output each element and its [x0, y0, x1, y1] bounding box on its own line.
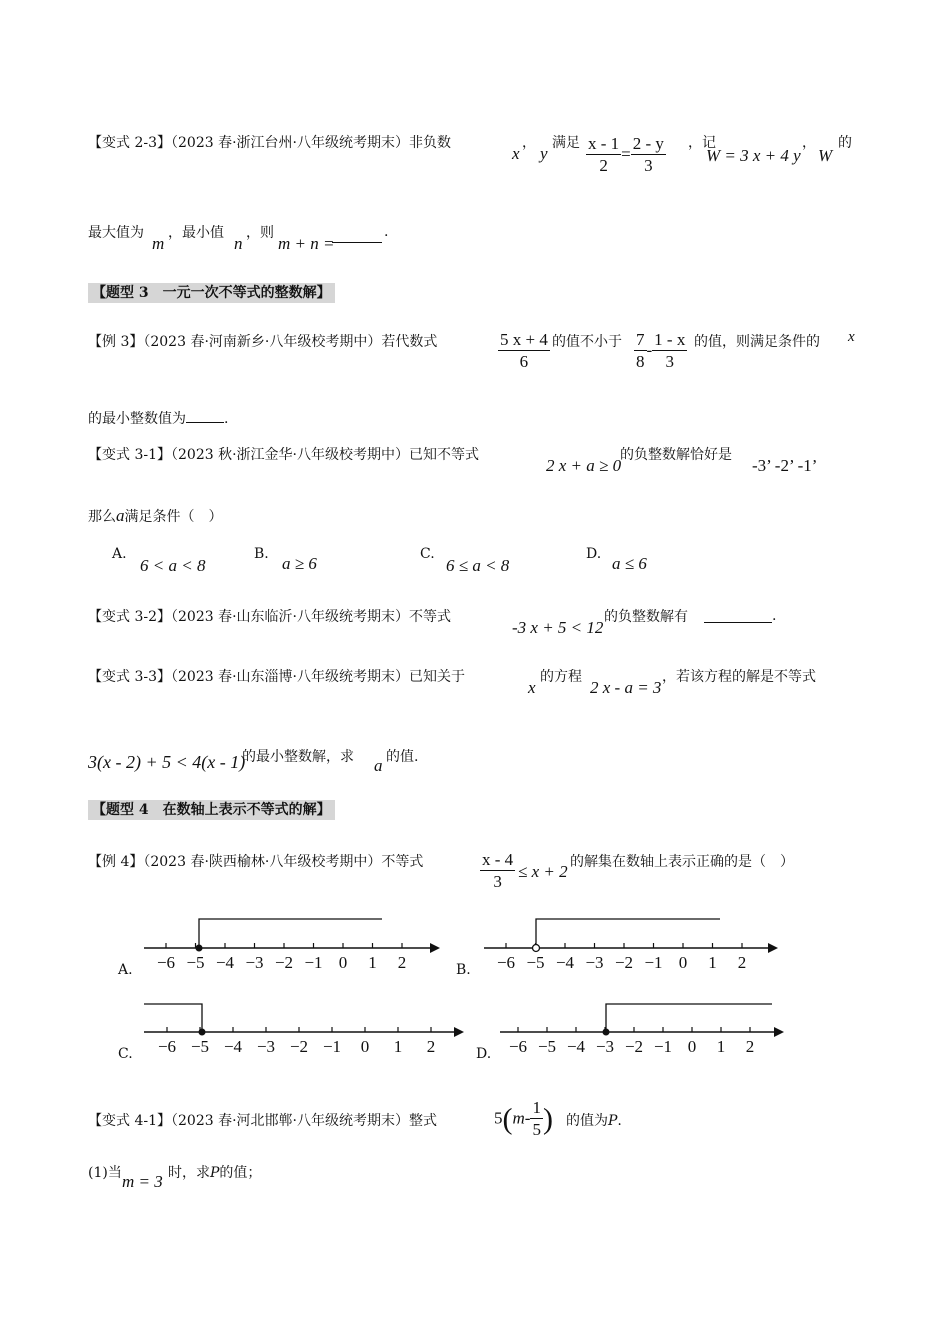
arrow-icon: [768, 943, 778, 953]
variant-3-3: [88, 666, 465, 686]
variant-3-1-line2: [88, 506, 223, 526]
tick-label: −2: [624, 1037, 644, 1056]
text: 的解集在数轴上表示正确的是（ ）: [570, 854, 794, 870]
problem-tag: 【变式 3-1】: [88, 447, 171, 463]
denominator: 8: [636, 352, 645, 371]
example-3-line2: [88, 408, 228, 428]
tick-label: 0: [687, 1037, 697, 1056]
text: 的值.: [386, 749, 419, 765]
answer-blank[interactable]: [332, 228, 382, 243]
coefficient: 5: [494, 1108, 503, 1128]
tick-label: −4: [555, 953, 575, 972]
math-var: m: [512, 1108, 525, 1128]
tick-label: −6: [157, 1037, 177, 1056]
variant-4-1: [88, 1110, 437, 1130]
solid-endpoint: [196, 945, 203, 952]
denominator: 2: [599, 156, 608, 175]
tick-label: −4: [215, 953, 235, 972]
example-3: [88, 331, 437, 351]
text: 整式: [408, 1113, 437, 1129]
variant-2-3-line2: [88, 222, 144, 242]
fraction: [480, 850, 515, 893]
option-label: B.: [254, 546, 269, 562]
text: 时，求: [168, 1165, 210, 1181]
tick-label: 2: [745, 1037, 755, 1056]
math-expr: ≤ x + 2: [518, 862, 568, 881]
variant-3-2: [88, 606, 451, 626]
fraction: [631, 134, 666, 177]
problem-tag: 【变式 4-1】: [88, 1113, 171, 1129]
problem-tag: 【变式 3-3】: [88, 669, 171, 685]
text: 最大值为: [88, 225, 144, 241]
math-var: P: [608, 1113, 618, 1129]
text: 满足条件（ ）: [124, 509, 223, 525]
solution-bracket: [144, 1004, 202, 1032]
tick-label: −3: [256, 1037, 276, 1056]
solid-endpoint: [603, 1029, 610, 1036]
tick-label: 2: [397, 953, 407, 972]
text: 的: [838, 135, 852, 151]
option-d-math: a ≤ 6: [612, 554, 647, 573]
fraction: [652, 330, 687, 373]
problem-tag: 【例 4】: [88, 854, 144, 870]
option-c-math: 6 ≤ a < 8: [446, 556, 510, 575]
math-var: a: [116, 506, 125, 525]
tick-label: −5: [186, 953, 205, 972]
fraction-equation: [586, 134, 666, 177]
punct: ，: [802, 135, 816, 151]
number-line-c[interactable]: [140, 996, 470, 1056]
tick-label: 1: [708, 953, 717, 972]
text: [566, 1110, 622, 1130]
tick-label: 2: [737, 953, 747, 972]
tick-label: −2: [289, 1037, 309, 1056]
math-var: m: [152, 234, 165, 253]
math-expr: -3 x + 5 < 12: [512, 618, 604, 637]
problem-source: （2023 春·河南新乡·八年级校考期中）: [143, 334, 382, 350]
problem-source: （2023 春·陕西榆林·八年级校考期中）: [143, 854, 382, 870]
text: 已知不等式: [408, 447, 479, 463]
tick-label: −6: [156, 953, 176, 972]
text: [242, 746, 354, 766]
numerator: 7: [636, 330, 645, 349]
tick-label: 1: [368, 953, 377, 972]
math-var: x: [512, 144, 520, 163]
math-var: n: [234, 234, 243, 253]
tick-label: −5: [537, 1037, 557, 1056]
option-label: A.: [112, 546, 127, 562]
problem-source: （2023 春·山东临沂·八年级统考期末）: [171, 609, 409, 625]
answer-blank[interactable]: [186, 408, 224, 423]
math-var: P: [210, 1165, 220, 1181]
tick-label: −4: [223, 1037, 243, 1056]
equals: =: [621, 144, 631, 164]
tick-label: 0: [360, 1037, 370, 1056]
option-b[interactable]: [254, 546, 269, 562]
tick-label: −3: [245, 953, 264, 972]
text: 的负整数解有: [604, 609, 688, 625]
math-expr: W = 3 x + 4 y: [706, 146, 801, 165]
punct: .: [224, 411, 229, 427]
punct: .: [617, 1113, 622, 1129]
numerator: x - 4: [482, 850, 514, 869]
tick-label: −4: [566, 1037, 586, 1056]
denominator: 3: [493, 872, 502, 891]
tick-label: −2: [614, 953, 634, 972]
problem-source: （2023 春·河北邯郸·八年级统考期末）: [171, 1113, 409, 1129]
section-banner: 【题型 3 一元一次不等式的整数解】: [88, 283, 335, 303]
text: ，记: [688, 135, 716, 151]
tick-label: −1: [322, 1037, 342, 1056]
option-label: D.: [586, 546, 602, 562]
text: 的值，则满足条件的: [694, 334, 820, 350]
minus: -: [646, 340, 653, 360]
text: [168, 1162, 261, 1182]
fraction: [634, 330, 647, 373]
text: 不等式: [408, 609, 451, 625]
option-b-math: a ≥ 6: [282, 554, 317, 573]
option-a[interactable]: [112, 546, 127, 562]
problem-tag: 【变式 2-3】: [88, 135, 171, 151]
math-var: a: [374, 756, 383, 775]
text: 的值不小于: [552, 334, 622, 350]
option-d[interactable]: [586, 546, 601, 562]
answer-blank[interactable]: [704, 608, 772, 623]
numerator: 1: [532, 1098, 541, 1117]
tick-label: −5: [190, 1037, 210, 1056]
fraction-expression: [634, 330, 687, 373]
solution-bracket: [199, 919, 382, 948]
variant-2-3: [88, 132, 451, 152]
tick-label: −6: [496, 953, 516, 972]
math-expr: 3(x - 2) + 5 < 4(x - 1): [88, 752, 246, 772]
problem-source: （2023 春·浙江台州·八年级统考期末）: [171, 135, 409, 151]
math-var: y: [540, 144, 548, 163]
text: 的最小整数值为: [88, 411, 186, 427]
denominator: 5: [532, 1120, 541, 1139]
tick-label: −2: [274, 953, 294, 972]
number-line-a[interactable]: [140, 912, 450, 972]
option-label: C.: [420, 546, 435, 562]
number-line-b[interactable]: [480, 912, 790, 972]
numerator: 1 - x: [654, 330, 686, 349]
text: 那么: [88, 509, 116, 525]
solution-bracket: [606, 1004, 772, 1032]
variant-3-1: [88, 444, 479, 464]
number-line-d[interactable]: [496, 996, 788, 1056]
text: 不等式: [381, 854, 424, 870]
punct: .: [772, 608, 777, 624]
tick-label: −3: [595, 1037, 615, 1056]
tick-label: −5: [526, 953, 545, 972]
text: 的方程: [540, 669, 582, 685]
tick-label: −6: [508, 1037, 528, 1056]
tick-label: 0: [678, 953, 688, 972]
math-var: W: [818, 146, 833, 165]
fraction: [498, 330, 550, 373]
math-var: x: [848, 329, 855, 345]
math-expr: m + n =: [278, 234, 335, 253]
arrow-icon: [430, 943, 440, 953]
text: 的值为: [566, 1113, 608, 1129]
tick-label: −3: [585, 953, 604, 972]
text: 的最小整数解，求: [242, 749, 354, 765]
text: ，若该方程的解是不等式: [662, 669, 816, 685]
question-1: [88, 1162, 122, 1182]
option-d-label[interactable]: D.: [476, 1046, 492, 1062]
denominator: 6: [519, 352, 529, 371]
tick-label: 2: [426, 1037, 436, 1056]
math-expr: 2 x + a ≥ 0: [546, 456, 622, 475]
solution-bracket: [536, 919, 720, 948]
text: 非负数: [408, 135, 451, 151]
punct: ，: [522, 135, 536, 151]
text: (1)当: [88, 1165, 122, 1181]
option-a-label[interactable]: A.: [118, 962, 133, 978]
tick-label: 1: [716, 1037, 726, 1056]
tick-label: −1: [644, 953, 663, 972]
punct: .: [384, 224, 389, 240]
text: 满足: [552, 135, 580, 151]
math-expr: 2 x - a = 3: [590, 678, 662, 697]
denominator: 3: [665, 352, 674, 371]
tick-label: −1: [653, 1037, 673, 1056]
paren-open: (: [502, 1102, 513, 1136]
option-c-label[interactable]: C.: [118, 1046, 133, 1062]
tick-label: −1: [304, 953, 323, 972]
section-banner: 【题型 4 在数轴上表示不等式的解】: [88, 800, 335, 820]
text: 若代数式: [381, 334, 438, 350]
option-c[interactable]: [420, 546, 435, 562]
text: ，则: [246, 225, 274, 241]
text: 的负整数解恰好是: [620, 447, 732, 463]
option-a-math: 6 < a < 8: [140, 556, 206, 575]
paren-close: ): [542, 1102, 553, 1136]
tick-label: 1: [393, 1037, 403, 1056]
arrow-icon: [774, 1027, 784, 1037]
numerator: 5 x + 4: [500, 330, 548, 349]
arrow-icon: [454, 1027, 464, 1037]
text: 已知关于: [408, 669, 465, 685]
tick-label: 0: [338, 953, 348, 972]
math-expr: [494, 1098, 553, 1141]
solid-endpoint: [199, 1029, 206, 1036]
fraction: [586, 134, 621, 177]
numerator: x - 1: [588, 134, 620, 153]
numerator: 2 - y: [632, 134, 664, 153]
problem-tag: 【例 3】: [88, 334, 144, 350]
math-var: x: [528, 678, 536, 697]
text: ，最小值: [168, 225, 224, 241]
problem-source: （2023 秋·浙江金华·八年级校考期中）: [171, 447, 409, 463]
hollow-endpoint: [533, 945, 540, 952]
fraction: [530, 1098, 543, 1141]
minus: -: [524, 1108, 531, 1128]
problem-source: （2023 春·山东淄博·八年级统考期末）: [171, 669, 409, 685]
text: 的值；: [219, 1165, 262, 1181]
math-values: -3’ -2’ -1’: [752, 456, 818, 475]
problem-tag: 【变式 3-2】: [88, 609, 171, 625]
math-expr: m = 3: [122, 1172, 163, 1191]
option-b-label[interactable]: B.: [456, 962, 471, 978]
denominator: 3: [644, 156, 653, 175]
example-4: [88, 851, 423, 871]
